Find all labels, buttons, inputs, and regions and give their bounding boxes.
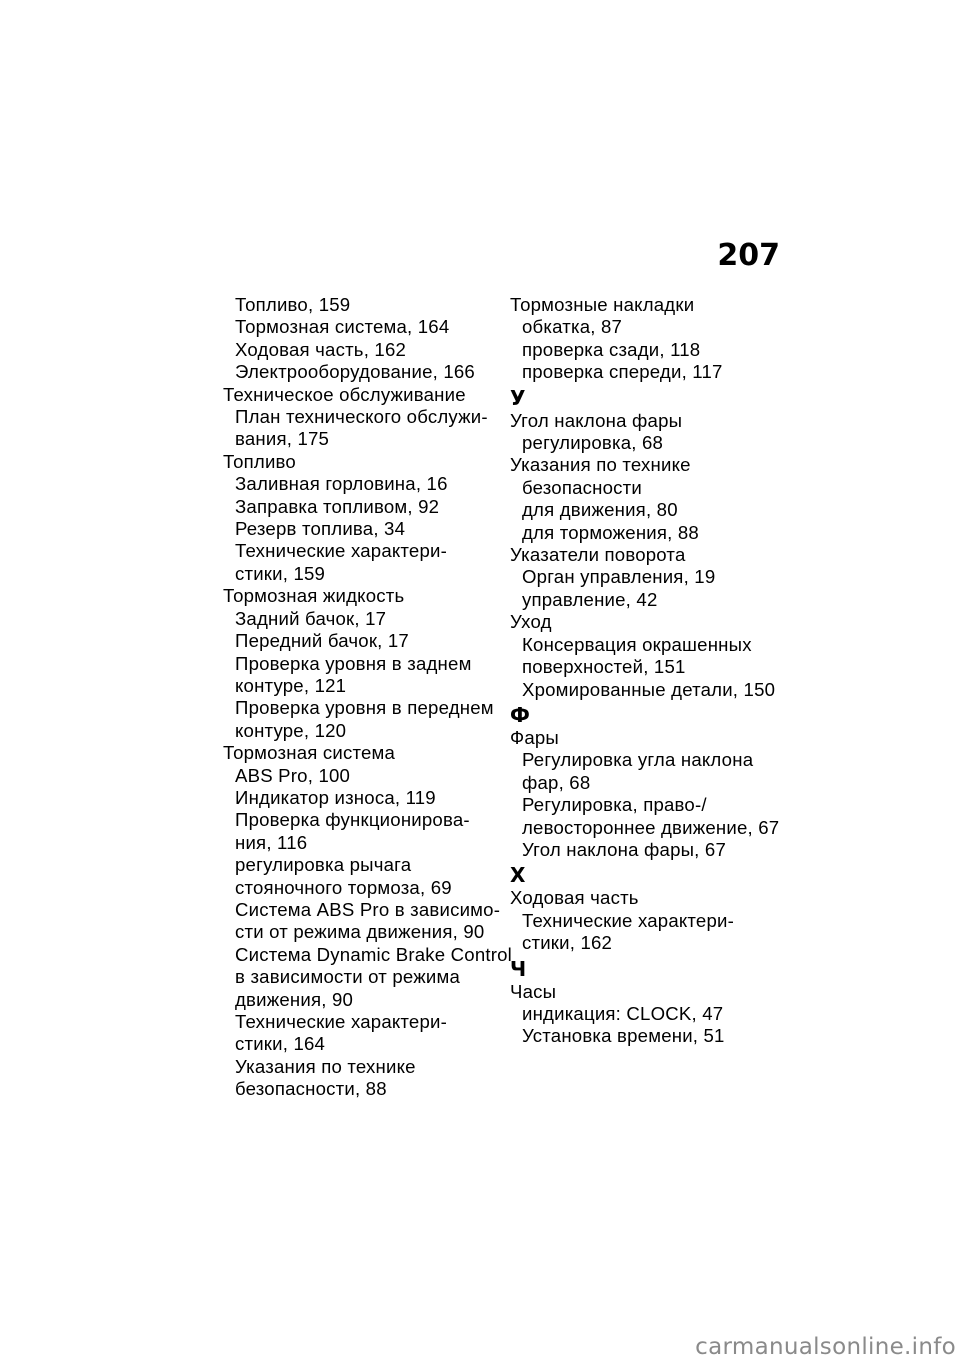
index-section-letter: У: [510, 385, 526, 410]
index-entry-main: Уход: [510, 611, 552, 633]
index-entry-sub: Угол наклона фары, 67: [522, 838, 726, 860]
index-entry-sub: левостороннее движение, 67: [522, 816, 780, 838]
index-entry-main: Указания по технике: [510, 454, 691, 476]
index-entry-sub: стики, 159: [235, 562, 326, 584]
index-entry-sub: безопасности, 88: [235, 1078, 387, 1100]
index-entry-sub: План технического обслужи-: [235, 406, 488, 428]
index-entry-sub: в зависимости от режима: [235, 966, 460, 988]
index-entry-sub: регулировка рычага: [235, 854, 412, 876]
index-entry-sub: Система ABS Pro в зависимо-: [235, 898, 501, 920]
index-entry-sub: контуре, 120: [235, 719, 347, 741]
index-entry-sub: Передний бачок, 17: [235, 630, 409, 652]
index-entry-sub: движения, 90: [235, 988, 354, 1010]
index-entry-sub: Система Dynamic Brake Control: [235, 943, 513, 965]
index-entry-main: Ходовая часть: [510, 887, 639, 909]
index-entry-sub: регулировка, 68: [522, 432, 664, 454]
index-entry-sub: Проверка уровня в заднем: [235, 652, 472, 674]
index-entry-sub: Установка времени, 51: [522, 1025, 725, 1047]
index-entry-sub: Технические характери-: [235, 1011, 447, 1032]
index-entry-main: Топливо: [223, 450, 296, 472]
index-entry-sub: обкатка, 87: [522, 316, 623, 338]
index-entry-sub: проверка спереди, 117: [522, 361, 723, 383]
index-entry-sub: безопасности: [522, 476, 642, 498]
index-column-right: [510, 294, 790, 1048]
index-entry-main: Фары: [510, 726, 559, 748]
index-entry-sub: Резерв топлива, 34: [235, 518, 406, 540]
index-entry-sub: стики, 164: [235, 1033, 326, 1055]
index-entry-sub: контуре, 121: [235, 674, 347, 696]
index-entry-sub: ABS Pro, 100: [235, 764, 351, 786]
index-entry-main: Тормозная жидкость: [223, 585, 405, 607]
index-entry-sub: Регулировка угла наклона: [522, 749, 754, 771]
index-entry-main: Указатели поворота: [510, 544, 686, 566]
index-section-letter: Ф: [510, 702, 531, 727]
index-entry-sub: Орган управления, 19: [522, 566, 716, 588]
index-entry-sub: Топливо, 159: [235, 294, 351, 315]
index-entry-sub: Технические характери-: [522, 909, 734, 931]
index-entry-sub: проверка сзади, 118: [522, 338, 701, 360]
index-entry-sub: стики, 162: [522, 932, 613, 954]
index-entry-sub: фар, 68: [522, 771, 591, 793]
index-entry-main: Часы: [510, 980, 557, 1002]
index-entry-sub: Проверка функционирова-: [235, 809, 470, 831]
index-entry-sub: Заправка топливом, 92: [235, 495, 440, 517]
index-entry-main: Тормозные накладки: [510, 294, 695, 315]
index-section-letter: Х: [510, 863, 526, 888]
index-entry-main: Техническое обслуживание: [223, 383, 466, 405]
watermark-footer: carmanualsonline.info: [695, 1334, 956, 1360]
index-entry-sub: Проверка уровня в переднем: [235, 697, 494, 719]
index-entry-sub: Технические характери-: [235, 540, 447, 562]
index-section-letter: Ч: [510, 956, 527, 981]
index-entry-main: Тормозная система: [223, 742, 396, 764]
index-entry-sub: поверхностей, 151: [522, 656, 686, 678]
index-entry-sub: Заливная горловина, 16: [235, 473, 448, 495]
index-entry-sub: ния, 116: [235, 831, 308, 853]
index-entry-sub: вания, 175: [235, 428, 330, 450]
index-entry-sub: Консервация окрашенных: [522, 633, 752, 655]
index-entry-sub: управление, 42: [522, 588, 658, 610]
index-entry-sub: Хромированные детали, 150: [522, 678, 776, 700]
index-entry-sub: Тормозная система, 164: [235, 316, 450, 338]
index-entry-sub: Электрооборудование, 166: [235, 361, 475, 383]
index-entry-sub: Указания по технике: [235, 1055, 416, 1077]
index-entry-sub: индикация: CLOCK, 47: [522, 1002, 724, 1024]
page-number: 207: [717, 238, 780, 273]
index-entry-sub: для движения, 80: [522, 499, 678, 521]
index-entry-sub: Задний бачок, 17: [235, 607, 387, 629]
index-entry-sub: Индикатор износа, 119: [235, 786, 436, 808]
index-entry-sub: стояночного тормоза, 69: [235, 876, 452, 898]
index-column-left: [223, 294, 513, 1101]
index-entry-sub: сти от режима движения, 90: [235, 921, 485, 943]
index-entry-sub: для торможения, 88: [522, 521, 699, 543]
index-entry-sub: Ходовая часть, 162: [235, 338, 407, 360]
index-entry-main: Угол наклона фары: [510, 409, 683, 431]
index-entry-sub: Регулировка, право-/: [522, 794, 707, 816]
